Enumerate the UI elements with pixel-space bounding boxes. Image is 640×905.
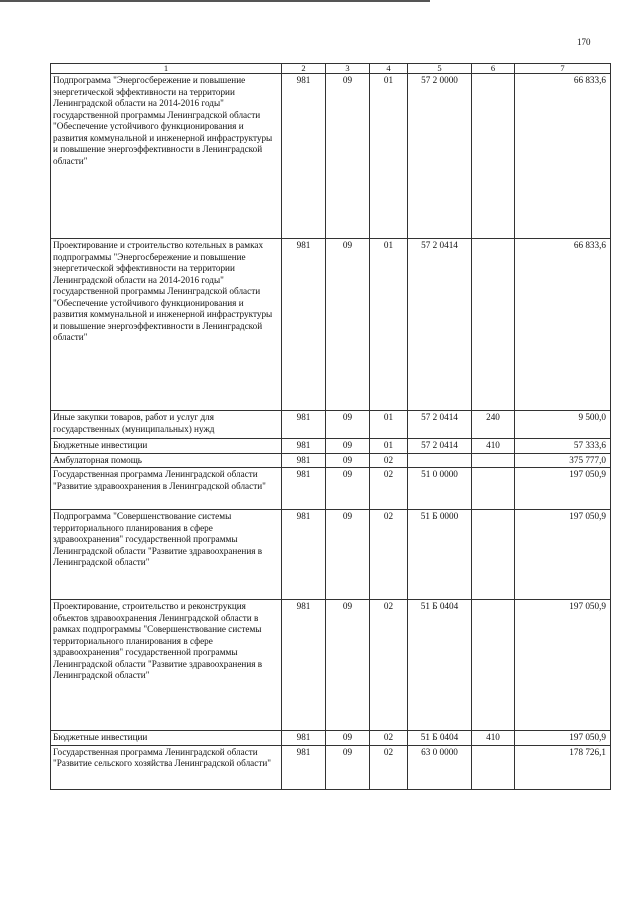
cell-target-article: 57 2 0414 xyxy=(408,439,472,454)
table-row xyxy=(51,468,611,510)
cell-ministry-code: 981 xyxy=(282,74,326,239)
table-row xyxy=(51,731,611,746)
cell-amount: 197 050,9 xyxy=(515,600,611,731)
cell-subsection: 02 xyxy=(370,745,408,789)
cell-expense-type xyxy=(472,74,515,239)
column-header: 6 xyxy=(472,64,515,74)
cell-ministry-code: 981 xyxy=(282,468,326,510)
cell-expense-type: 410 xyxy=(472,731,515,746)
column-header: 7 xyxy=(515,64,611,74)
cell-section: 09 xyxy=(326,731,370,746)
table-row xyxy=(51,745,611,789)
cell-target-article: 51 Б 0404 xyxy=(408,731,472,746)
row-description: Подпрограмма "Совершенствование системы территориального планирования в сфере здравоохранения" государственной программы Ленинградской области "Развитие здравоохранения в Ленинградской области" xyxy=(51,510,282,600)
cell-subsection: 02 xyxy=(370,510,408,600)
cell-subsection: 02 xyxy=(370,453,408,468)
row-description: Бюджетные инвестиции xyxy=(51,731,282,746)
cell-ministry-code: 981 xyxy=(282,731,326,746)
row-description: Государственная программа Ленинградской области "Развитие сельского хозяйства Ленинградской области" xyxy=(51,745,282,789)
cell-expense-type: 410 xyxy=(472,439,515,454)
cell-section: 09 xyxy=(326,745,370,789)
cell-target-article xyxy=(408,453,472,468)
cell-section: 09 xyxy=(326,600,370,731)
table-row xyxy=(51,510,611,600)
cell-section: 09 xyxy=(326,510,370,600)
cell-amount: 66 833,6 xyxy=(515,239,611,411)
budget-table xyxy=(50,63,611,790)
table-row xyxy=(51,439,611,454)
cell-amount: 197 050,9 xyxy=(515,468,611,510)
column-header: 3 xyxy=(326,64,370,74)
table-row xyxy=(51,74,611,239)
table-header-row xyxy=(51,64,611,74)
cell-expense-type xyxy=(472,745,515,789)
cell-section: 09 xyxy=(326,239,370,411)
column-header: 1 xyxy=(51,64,282,74)
cell-amount: 197 050,9 xyxy=(515,510,611,600)
cell-amount: 375 777,0 xyxy=(515,453,611,468)
cell-ministry-code: 981 xyxy=(282,453,326,468)
cell-subsection: 01 xyxy=(370,411,408,439)
cell-subsection: 01 xyxy=(370,239,408,411)
row-description: Государственная программа Ленинградской области "Развитие здравоохранения в Ленинградской области" xyxy=(51,468,282,510)
cell-section: 09 xyxy=(326,411,370,439)
cell-amount: 66 833,6 xyxy=(515,74,611,239)
cell-expense-type xyxy=(472,453,515,468)
cell-subsection: 02 xyxy=(370,731,408,746)
cell-section: 09 xyxy=(326,439,370,454)
cell-target-article: 57 2 0414 xyxy=(408,411,472,439)
cell-subsection: 02 xyxy=(370,468,408,510)
row-description: Подпрограмма "Энергосбережение и повышение энергетической эффективности на территории Ленинградской области на 2014-2016 годы" государственной программы Ленинградской области "Обеспечение устойчивого функционирования и развития коммунальной и инженерной инфраструктуры и повышение энергоэффективности в Ленинградской области" xyxy=(51,74,282,239)
cell-target-article: 51 0 0000 xyxy=(408,468,472,510)
cell-amount: 197 050,9 xyxy=(515,731,611,746)
column-header: 4 xyxy=(370,64,408,74)
table-row xyxy=(51,453,611,468)
cell-target-article: 63 0 0000 xyxy=(408,745,472,789)
cell-target-article: 57 2 0414 xyxy=(408,239,472,411)
cell-expense-type xyxy=(472,510,515,600)
cell-ministry-code: 981 xyxy=(282,239,326,411)
cell-amount: 57 333,6 xyxy=(515,439,611,454)
cell-ministry-code: 981 xyxy=(282,510,326,600)
cell-target-article: 51 Б 0404 xyxy=(408,600,472,731)
column-header: 2 xyxy=(282,64,326,74)
row-description: Проектирование, строительство и реконструкция объектов здравоохранения Ленинградской области в рамках подпрограммы "Совершенствование системы территориального планирования в сфере здравоохранения" государственной программы Ленинградской области "Развитие здравоохранения в Ленинградской области" xyxy=(51,600,282,731)
table-row xyxy=(51,411,611,439)
page-number: 170 xyxy=(577,37,591,47)
cell-ministry-code: 981 xyxy=(282,411,326,439)
cell-subsection: 02 xyxy=(370,600,408,731)
cell-section: 09 xyxy=(326,468,370,510)
cell-subsection: 01 xyxy=(370,439,408,454)
row-description: Бюджетные инвестиции xyxy=(51,439,282,454)
cell-expense-type xyxy=(472,600,515,731)
cell-target-article: 57 2 0000 xyxy=(408,74,472,239)
cell-expense-type: 240 xyxy=(472,411,515,439)
table-row xyxy=(51,239,611,411)
table-row xyxy=(51,600,611,731)
cell-section: 09 xyxy=(326,453,370,468)
cell-amount: 9 500,0 xyxy=(515,411,611,439)
cell-expense-type xyxy=(472,239,515,411)
cell-ministry-code: 981 xyxy=(282,439,326,454)
cell-target-article: 51 Б 0000 xyxy=(408,510,472,600)
cell-ministry-code: 981 xyxy=(282,745,326,789)
cell-amount: 178 726,1 xyxy=(515,745,611,789)
row-description: Иные закупки товаров, работ и услуг для государственных (муниципальных) нужд xyxy=(51,411,282,439)
scan-top-edge xyxy=(0,0,430,2)
column-header: 5 xyxy=(408,64,472,74)
row-description: Проектирование и строительство котельных в рамках подпрограммы "Энергосбережение и повышение энергетической эффективности на территории Ленинградской области на 2014-2016 годы" государственной программы Ленинградской области "Обеспечение устойчивого функционирования и развития коммунальной и инженерной инфраструктуры и повышение энергоэффективности в Ленинградской области" xyxy=(51,239,282,411)
row-description: Амбулаторная помощь xyxy=(51,453,282,468)
cell-subsection: 01 xyxy=(370,74,408,239)
cell-ministry-code: 981 xyxy=(282,600,326,731)
cell-section: 09 xyxy=(326,74,370,239)
cell-expense-type xyxy=(472,468,515,510)
